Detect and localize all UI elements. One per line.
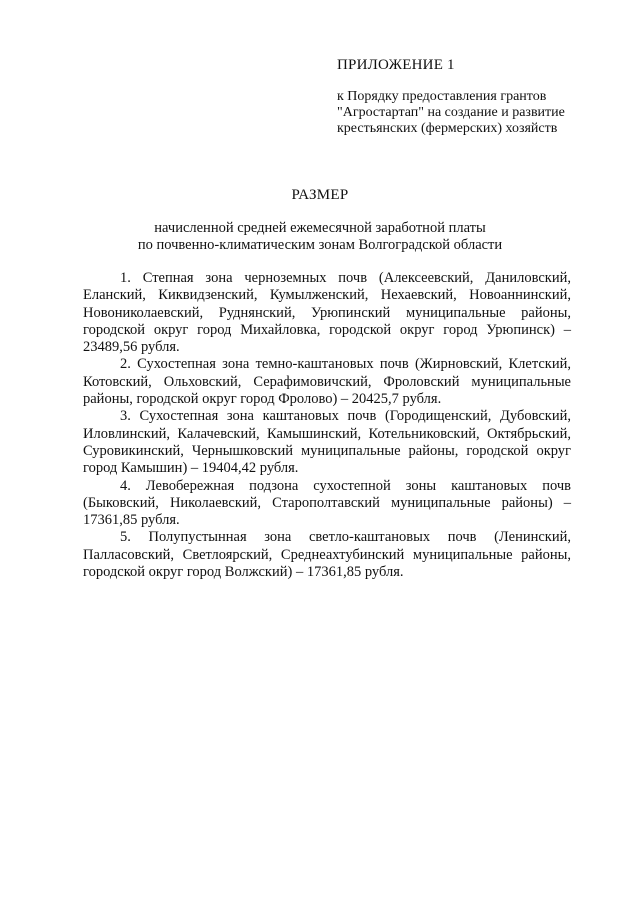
heading-subtitle-line: начисленной средней ежемесячной заработной платы xyxy=(154,220,486,236)
zone-list xyxy=(83,270,571,581)
appendix-reference-line: "Агростартап" на создание и развитие xyxy=(337,105,565,120)
zone-item-5: 5. Полупустынная зона светло-каштановых почв (Ленинский, Палласовский, Светлоярский, Среднеахтубинский муниципальные районы, городской округ город Волжский) – 17361,85 рубля. xyxy=(83,529,571,581)
zone-item-4: 4. Левобережная подзона сухостепной зоны каштановых почв (Быковский, Николаевский, Старополтавский муниципальные районы) – 17361,85 рубля. xyxy=(83,477,571,529)
appendix-block xyxy=(337,56,597,137)
heading-subtitle xyxy=(0,220,640,254)
appendix-title: ПРИЛОЖЕНИЕ 1 xyxy=(337,57,455,73)
heading-title: РАЗМЕР xyxy=(291,187,349,203)
document-heading xyxy=(0,186,640,254)
zone-item-3: 3. Сухостепная зона каштановых почв (Городищенский, Дубовский, Иловлинский, Калачевский, Камышинский, Котельниковский, Октябрьский, Суровикинский, Чернышковский муниципальные районы, городской округ город Камышин) – 19404,42 рубля. xyxy=(83,408,571,477)
appendix-reference-line: крестьянских (фермерских) хозяйств xyxy=(337,121,558,136)
appendix-reference-line: к Порядку предоставления грантов xyxy=(337,89,547,104)
zone-item-1: 1. Степная зона черноземных почв (Алексеевский, Даниловский, Еланский, Киквидзенский, Кумылженский, Нехаевский, Новоаннинский, Новониколаевский, Руднянский, Урюпинский муниципальные районы, городской округ город Михайловка, городской округ город Урюпинск) – 23489,56 рубля. xyxy=(83,270,571,356)
heading-subtitle-line: по почвенно-климатическим зонам Волгоградской области xyxy=(137,237,503,253)
zone-item-2: 2. Сухостепная зона темно-каштановых почв (Жирновский, Клетский, Котовский, Ольховский, Серафимовичский, Фроловский муниципальные районы, городской округ город Фролово) – 20425,7 рубля. xyxy=(83,356,571,408)
appendix-reference xyxy=(337,89,597,137)
